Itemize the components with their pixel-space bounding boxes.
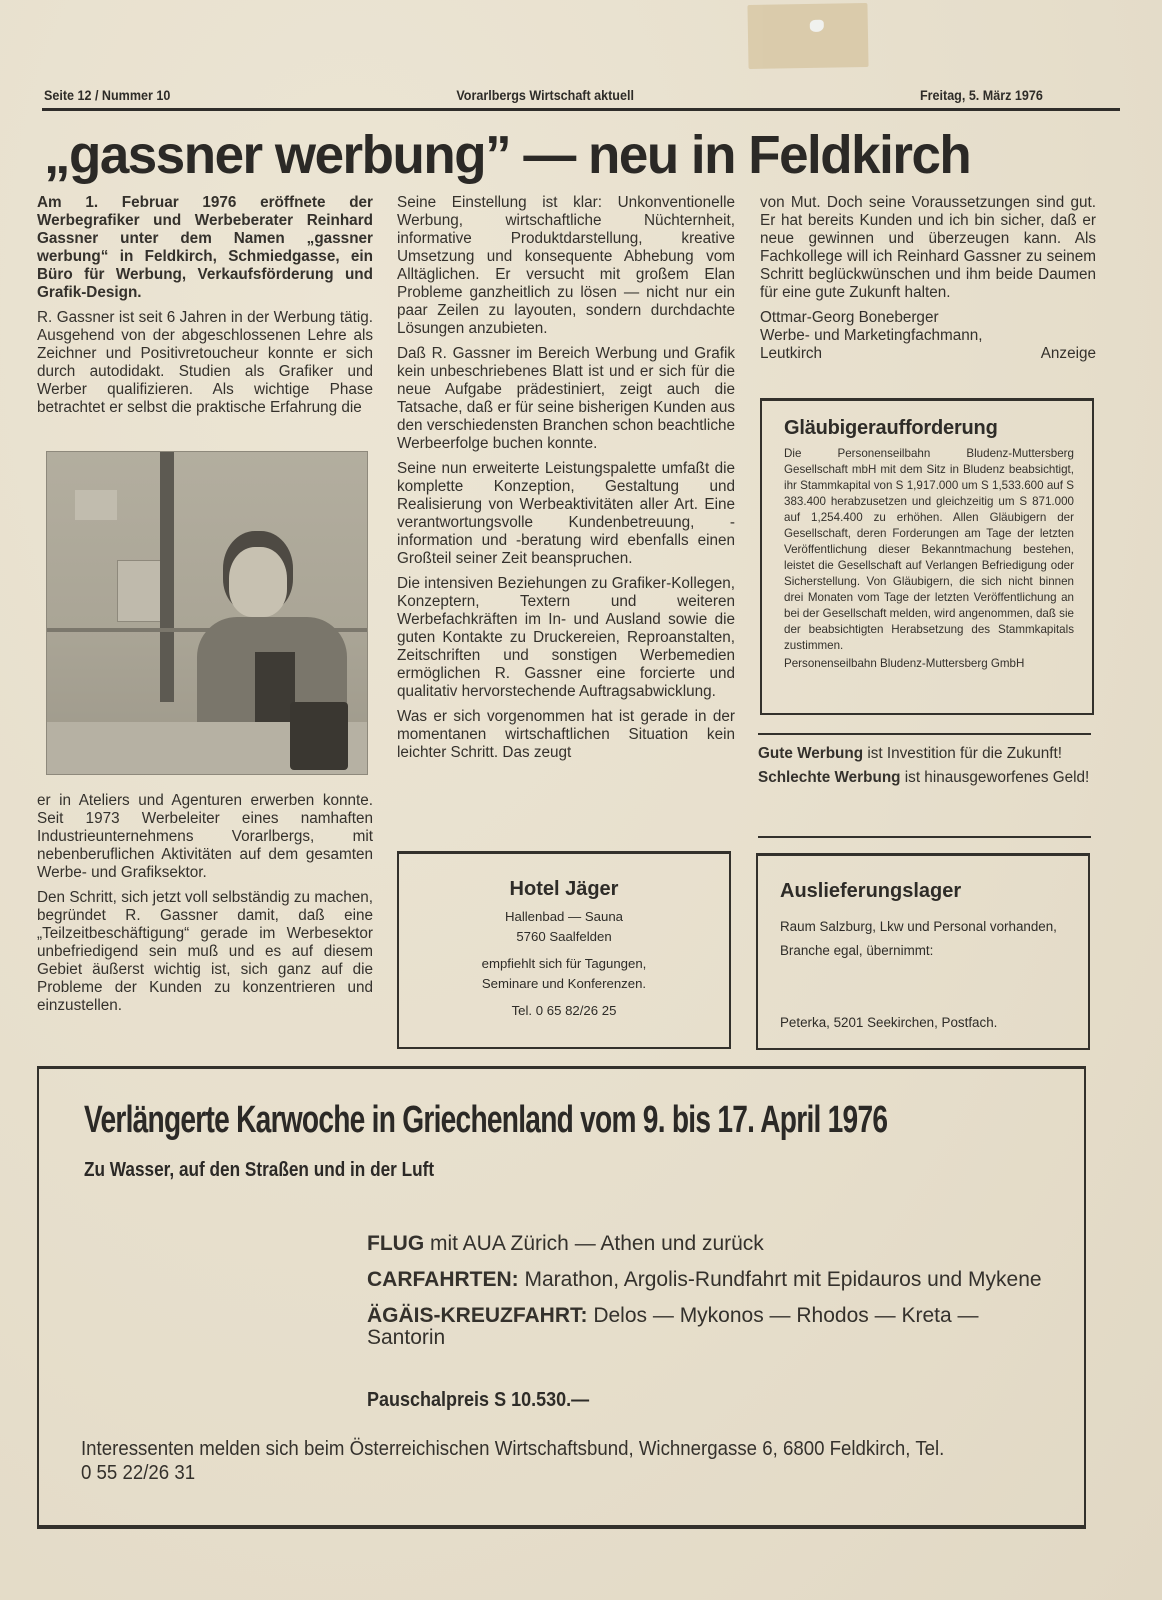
issue-date: Freitag, 5. März 1976: [919, 88, 1043, 103]
adhesive-tape: [747, 3, 868, 69]
hotel-offer-2: Seminare und Konferenzen.: [481, 976, 647, 991]
tape-hole: [810, 20, 824, 32]
itinerary-item-bus: CARFAHRTEN: Marathon, Argolis-Rundfahrt mit Epidauros und Mykene: [367, 1268, 1042, 1291]
masthead: [44, 88, 1043, 103]
pen-holder: [290, 702, 348, 770]
article-column-3: [760, 194, 1096, 363]
slogan-bad: Schlechte Werbung ist hinausgeworfenes Geld!: [758, 769, 1090, 786]
travel-title: Verlängerte Karwoche in Griechenland vom 9. bis 17. April 1976: [84, 1099, 888, 1141]
hotel-offer: empfiehlt sich für Tagungen,: [481, 956, 647, 971]
hotel-phone: Tel. 0 65 82/26 25: [511, 1003, 617, 1018]
article-paragraph: Daß R. Gassner im Bereich Werbung und Grafik kein unbeschriebenes Blatt ist und er sich für die neue Aufgabe prädestiniert, zeigt auch die Tatsache, daß er für seine bisherigen Kunden aus den verschiedensten Branchen schon beachtliche Werbeerfolge buchen konnte.: [397, 345, 735, 452]
publication-name: Vorarlbergs Wirtschaft aktuell: [456, 88, 634, 103]
signature-name: Ottmar-Georg Boneberger: [760, 309, 939, 326]
article-lead: Am 1. Februar 1976 eröffnete der Werbegrafiker und Werbeberater Reinhard Gassner unter dem Namen „gassner werbung“ in Feldkirch, Schmiedgasse, ein Büro für Werbung, Verkaufsförderung und Grafik-Design.: [37, 194, 373, 301]
article-paragraph: Seine Einstellung ist klar: Unkonventionelle Werbung, wirtschaftliche Nüchternheit, informative Produktdarstellung, kreative Umsetzung und konsequente Abhebung vom Alltäglichen. Er versucht mit großem Elan Probleme ganzheitlich zu lösen — nicht nur ein paar Zeilen zu layouten, sondern durchdachte Lösungen anzubieten.: [397, 194, 735, 337]
article-paragraph: R. Gassner ist seit 6 Jahren in der Werbung tätig. Ausgehend von der abgeschlossenen Lehre als Zeichner und Positivretoucheur konnte er sich durch autodidakt. Studien als Grafiker und Werber qualifizieren. Als wichtige Phase betrachtet er selbst die praktische Erfahrung die: [37, 309, 373, 416]
article-paragraph: Die intensiven Beziehungen zu Grafiker-Kollegen, Konzeptern, Textern und weiteren Werbefachkräften im In- und Ausland sowie die guten Kontakte zu Druckereien, Reproanstalten, Zeitschriften und sonstigen Werbemedien ermöglichen R. Gassner eine forcierte und qualitativ hervorstechende Auftragsabwicklung.: [397, 575, 735, 700]
divider: [758, 733, 1091, 735]
ad-label: Anzeige: [1040, 345, 1096, 362]
warehouse-contact: Peterka, 5201 Seekirchen, Postfach.: [780, 1015, 998, 1030]
hotel-ad-box: [397, 851, 731, 1049]
article-paragraph: er in Ateliers und Agenturen erwerben konnte. Seit 1973 Werbeleiter eines namhaften Industrieunternehmens Vorarlbergs, mit nebenberuflichen Aktivitäten auf dem gesamten Werbe- und Grafiksektor.: [37, 792, 373, 881]
travel-contact: Interessenten melden sich beim Österreichischen Wirtschaftsbund, Wichnergasse 6, 6800 Feldkirch, Tel. 0 55 22/26 31: [81, 1437, 945, 1484]
article-column-1-bottom: [37, 792, 373, 1022]
article-paragraph: Seine nun erweiterte Leistungspalette umfaßt die komplette Konzeption, Gestaltung und Realisierung von Werbeaktivitäten aller Art. Eine verantwortungsvolle Kundenbetreuung, -information und -beratung wird ebenfalls einen Großteil seiner Zeit beanspruchen.: [397, 460, 735, 567]
warehouse-ad-box: [756, 853, 1090, 1050]
hotel-name: Hotel Jäger: [509, 878, 619, 900]
masthead-rule: [42, 108, 1120, 111]
signature-place: Leutkirch: [760, 345, 823, 362]
warehouse-title: Auslieferungslager: [780, 880, 962, 902]
travel-subtitle: Zu Wasser, auf den Straßen und in der Luft: [84, 1159, 435, 1181]
hotel-amenities: Hallenbad — Sauna: [504, 909, 624, 924]
hotel-address: 5760 Saalfelden: [516, 929, 612, 944]
travel-price: Pauschalpreis S 10.530.—: [367, 1389, 590, 1411]
creditor-notice-text: Die Personenseilbahn Bludenz-Muttersberg Gesellschaft mbH mit dem Sitz in Bludenz beabsichtigt, ihr Stammkapital von S 1,917.000 um S 1,533.600 auf S 383.400 herabzusetzen und gleichzeitig um S 871.000 auf 1,254.400 zu erhöhen. Allen Gläubigern der Gesellschaft, deren Forderungen am Tage der letzten Veröffentlichung dieser Bekanntmachung bestehen, leistet die Gesellschaft auf Verlangen Befriedigung oder Sicherstellung. Von Gläubigern, die sich nicht binnen drei Monaten vom Tage der letzten Veröffentlichung an bei der Gesellschaft melden, wird angenommen, daß sie der beabsichtigten Herabsetzung des Stammkapitals zustimmen.: [784, 447, 1074, 652]
creditor-notice-box: [760, 398, 1094, 715]
portrait-photo: [46, 451, 368, 775]
article-paragraph: Den Schritt, sich jetzt voll selbständig zu machen, begründet R. Gassner damit, daß eine „Teilzeitbeschäftigung“ gerade im Werbesektor unbefriedigend sein muß und es auf diesem Gebiet äußerst wichtig ist, sich ganz auf die Probleme der Kunden zu konzentrieren und einzustellen.: [37, 889, 373, 1014]
creditor-notice-signature: Personenseilbahn Bludenz-Muttersberg GmbH: [784, 657, 1025, 670]
page-number: Seite 12 / Nummer 10: [44, 88, 171, 103]
slogans: [758, 744, 1094, 792]
travel-ad-box: [37, 1066, 1086, 1529]
article-column-1-top: [37, 194, 373, 424]
article-paragraph: Was er sich vorgenommen hat ist gerade in der momentanen wirtschaftlichen Situation kein leichter Schritt. Das zeugt: [397, 708, 735, 761]
article-paragraph: von Mut. Doch seine Voraussetzungen sind gut. Er hat bereits Kunden und ich bin sicher, daß er neue gewinnen und überzeugen kann. Als Fachkollege will ich Reinhard Gassner zu seinem Schritt beglückwünschen und ihm beide Daumen für eine gute Zukunft halten.: [760, 194, 1096, 301]
signature-title: Werbe- und Marketingfachmann,: [760, 327, 983, 344]
creditor-notice-title: Gläubigeraufforderung: [784, 417, 998, 439]
travel-itinerary: [367, 1233, 1047, 1363]
itinerary-item-flight: FLUG mit AUA Zürich — Athen und zurück: [367, 1232, 764, 1255]
warehouse-text: Raum Salzburg, Lkw und Personal vorhanden, Branche egal, übernimmt:: [780, 919, 1057, 958]
slogan-good: Gute Werbung ist Investition für die Zukunft!: [758, 745, 1063, 762]
itinerary-item-cruise: ÄGÄIS-KREUZFAHRT: Delos — Mykonos — Rhodos — Kreta — Santorin: [367, 1304, 979, 1349]
signature-line: [760, 345, 1096, 363]
article-column-2: [397, 194, 735, 769]
article-headline: „gassner werbung” — neu in Feldkirch: [44, 125, 971, 185]
divider: [758, 836, 1091, 838]
